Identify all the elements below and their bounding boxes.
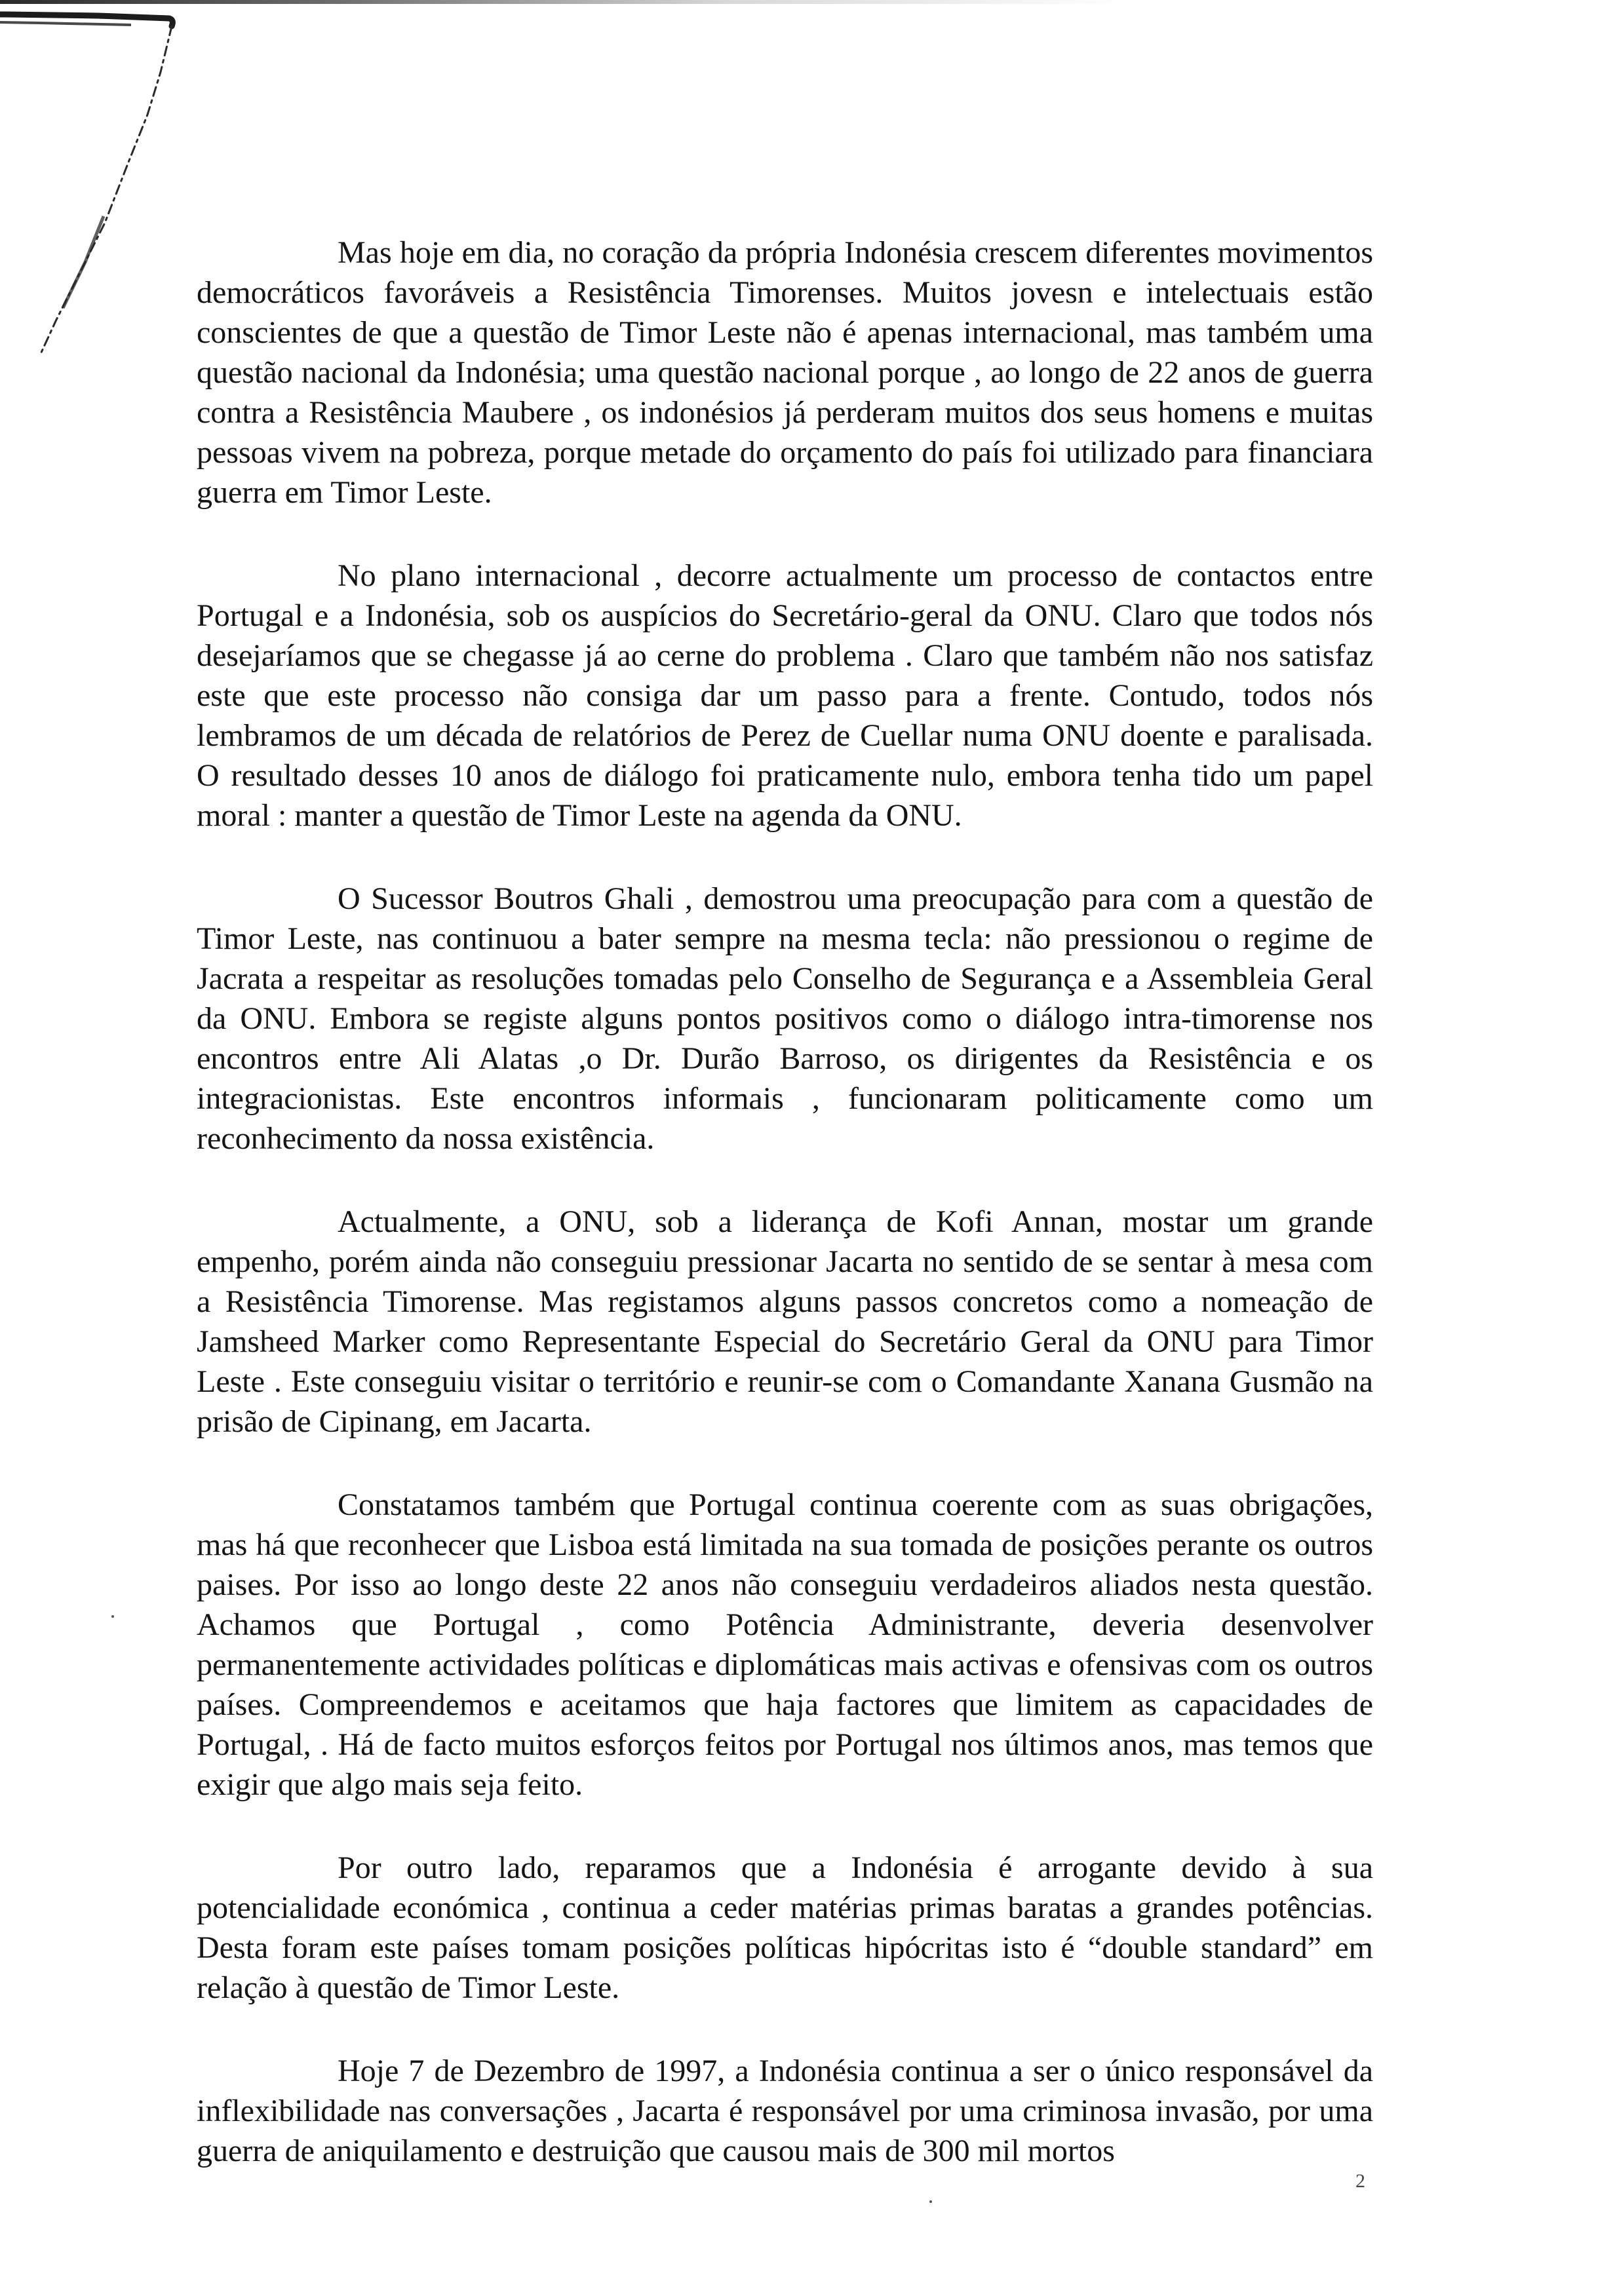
document-body (197, 233, 1373, 2214)
paragraph-3: O Sucessor Boutros Ghali , demostrou uma preocupação para com a questão de Timor Leste, nas continuou a bater sempre na mesma tecla: não pressionou o regime de Jacrata a respeitar as resoluções tomadas pelo Conselho de Segurança e a Assembleia Geral da ONU. Embora se registe alguns pontos positivos como o diálogo intra-timorense nos encontros entre Ali Alatas ,o Dr. Durão Barroso, os dirigentes da Resistência e os integracionistas. Este encontros informais , funcionaram politicamente como um reconhecimento da nossa existência. (197, 881, 1373, 1156)
scan-speck (929, 2200, 932, 2203)
paragraph-4: Actualmente, a ONU, sob a liderança de Kofi Annan, mostar um grande empenho, porém ainda não conseguiu pressionar Jacarta no sentido de se sentar à mesa com a Resistência Timorense. Mas registamos alguns passos concretos como a nomeação de Jamsheed Marker como Representante Especial do Secretário Geral da ONU para Timor Leste . Este conseguiu visitar o território e reunir-se com o Comandante Xanana Gusmão na prisão de Cipinang, em Jacarta. (197, 1204, 1373, 1439)
paragraph-6: Por outro lado, reparamos que a Indonésia é arrogante devido à sua potencialidade económica , continua a ceder matérias primas baratas a grandes potências. Desta foram este países tomam posições políticas hipócritas isto é “double standard” em relação à questão de Timor Leste. (197, 1850, 1373, 2005)
paragraph-2: No plano internacional , decorre actualmente um processo de contactos entre Portugal e a Indonésia, sob os auspícios do Secretário-geral da ONU. Claro que todos nós desejaríamos que se chegasse já ao cerne do problema . Claro que também não nos satisfaz este que este processo não consiga dar um passo para a frente. Contudo, todos nós lembramos de um década de relatórios de Perez de Cuellar numa ONU doente e paralisada. O resultado desses 10 anos de diálogo foi praticamente nulo, embora tenha tido um papel moral : manter a questão de Timor Leste na agenda da ONU. (197, 558, 1373, 833)
handwritten-corner-mark (0, 0, 197, 367)
page-number: 2 (1355, 2170, 1365, 2192)
scan-speck (111, 1615, 114, 1618)
scan-edge-shadow (0, 0, 1615, 4)
paragraph-7: Hoje 7 de Dezembro de 1997, a Indonésia continua a ser o único responsável da inflexibilidade nas conversações , Jacarta é responsável por uma criminosa invasão, por uma guerra de aniquilamento e destruição que causou mais de 300 mil mortos (197, 2054, 1373, 2168)
paragraph-1: Mas hoje em dia, no coração da própria Indonésia crescem diferentes movimentos democráticos favoráveis a Resistência Timorenses. Muitos jovesn e intelectuais estão conscientes de que a questão de Timor Leste não é apenas internacional, mas também uma questão nacional da Indonésia; uma questão nacional porque , ao longo de 22 anos de guerra contra a Resistência Maubere , os indonésios já perderam muitos dos seus homens e muitas pessoas vivem na pobreza, porque metade do orçamento do país foi utilizado para financiara guerra em Timor Leste. (197, 235, 1373, 510)
paragraph-5: Constatamos também que Portugal continua coerente com as suas obrigações, mas há que reconhecer que Lisboa está limitada na sua tomada de posições perante os outros paises. Por isso ao longo deste 22 anos não conseguiu verdadeiros aliados nesta questão. Achamos que Portugal , como Potência Administrante, deveria desenvolver permanentemente actividades políticas e diplomáticas mais activas e ofensivas com os outros países. Compreendemos e aceitamos que haja factores que limitem as capacidades de Portugal, . Há de facto muitos esforços feitos por Portugal nos últimos anos, mas temos que exigir que algo mais seja feito. (197, 1487, 1373, 1802)
